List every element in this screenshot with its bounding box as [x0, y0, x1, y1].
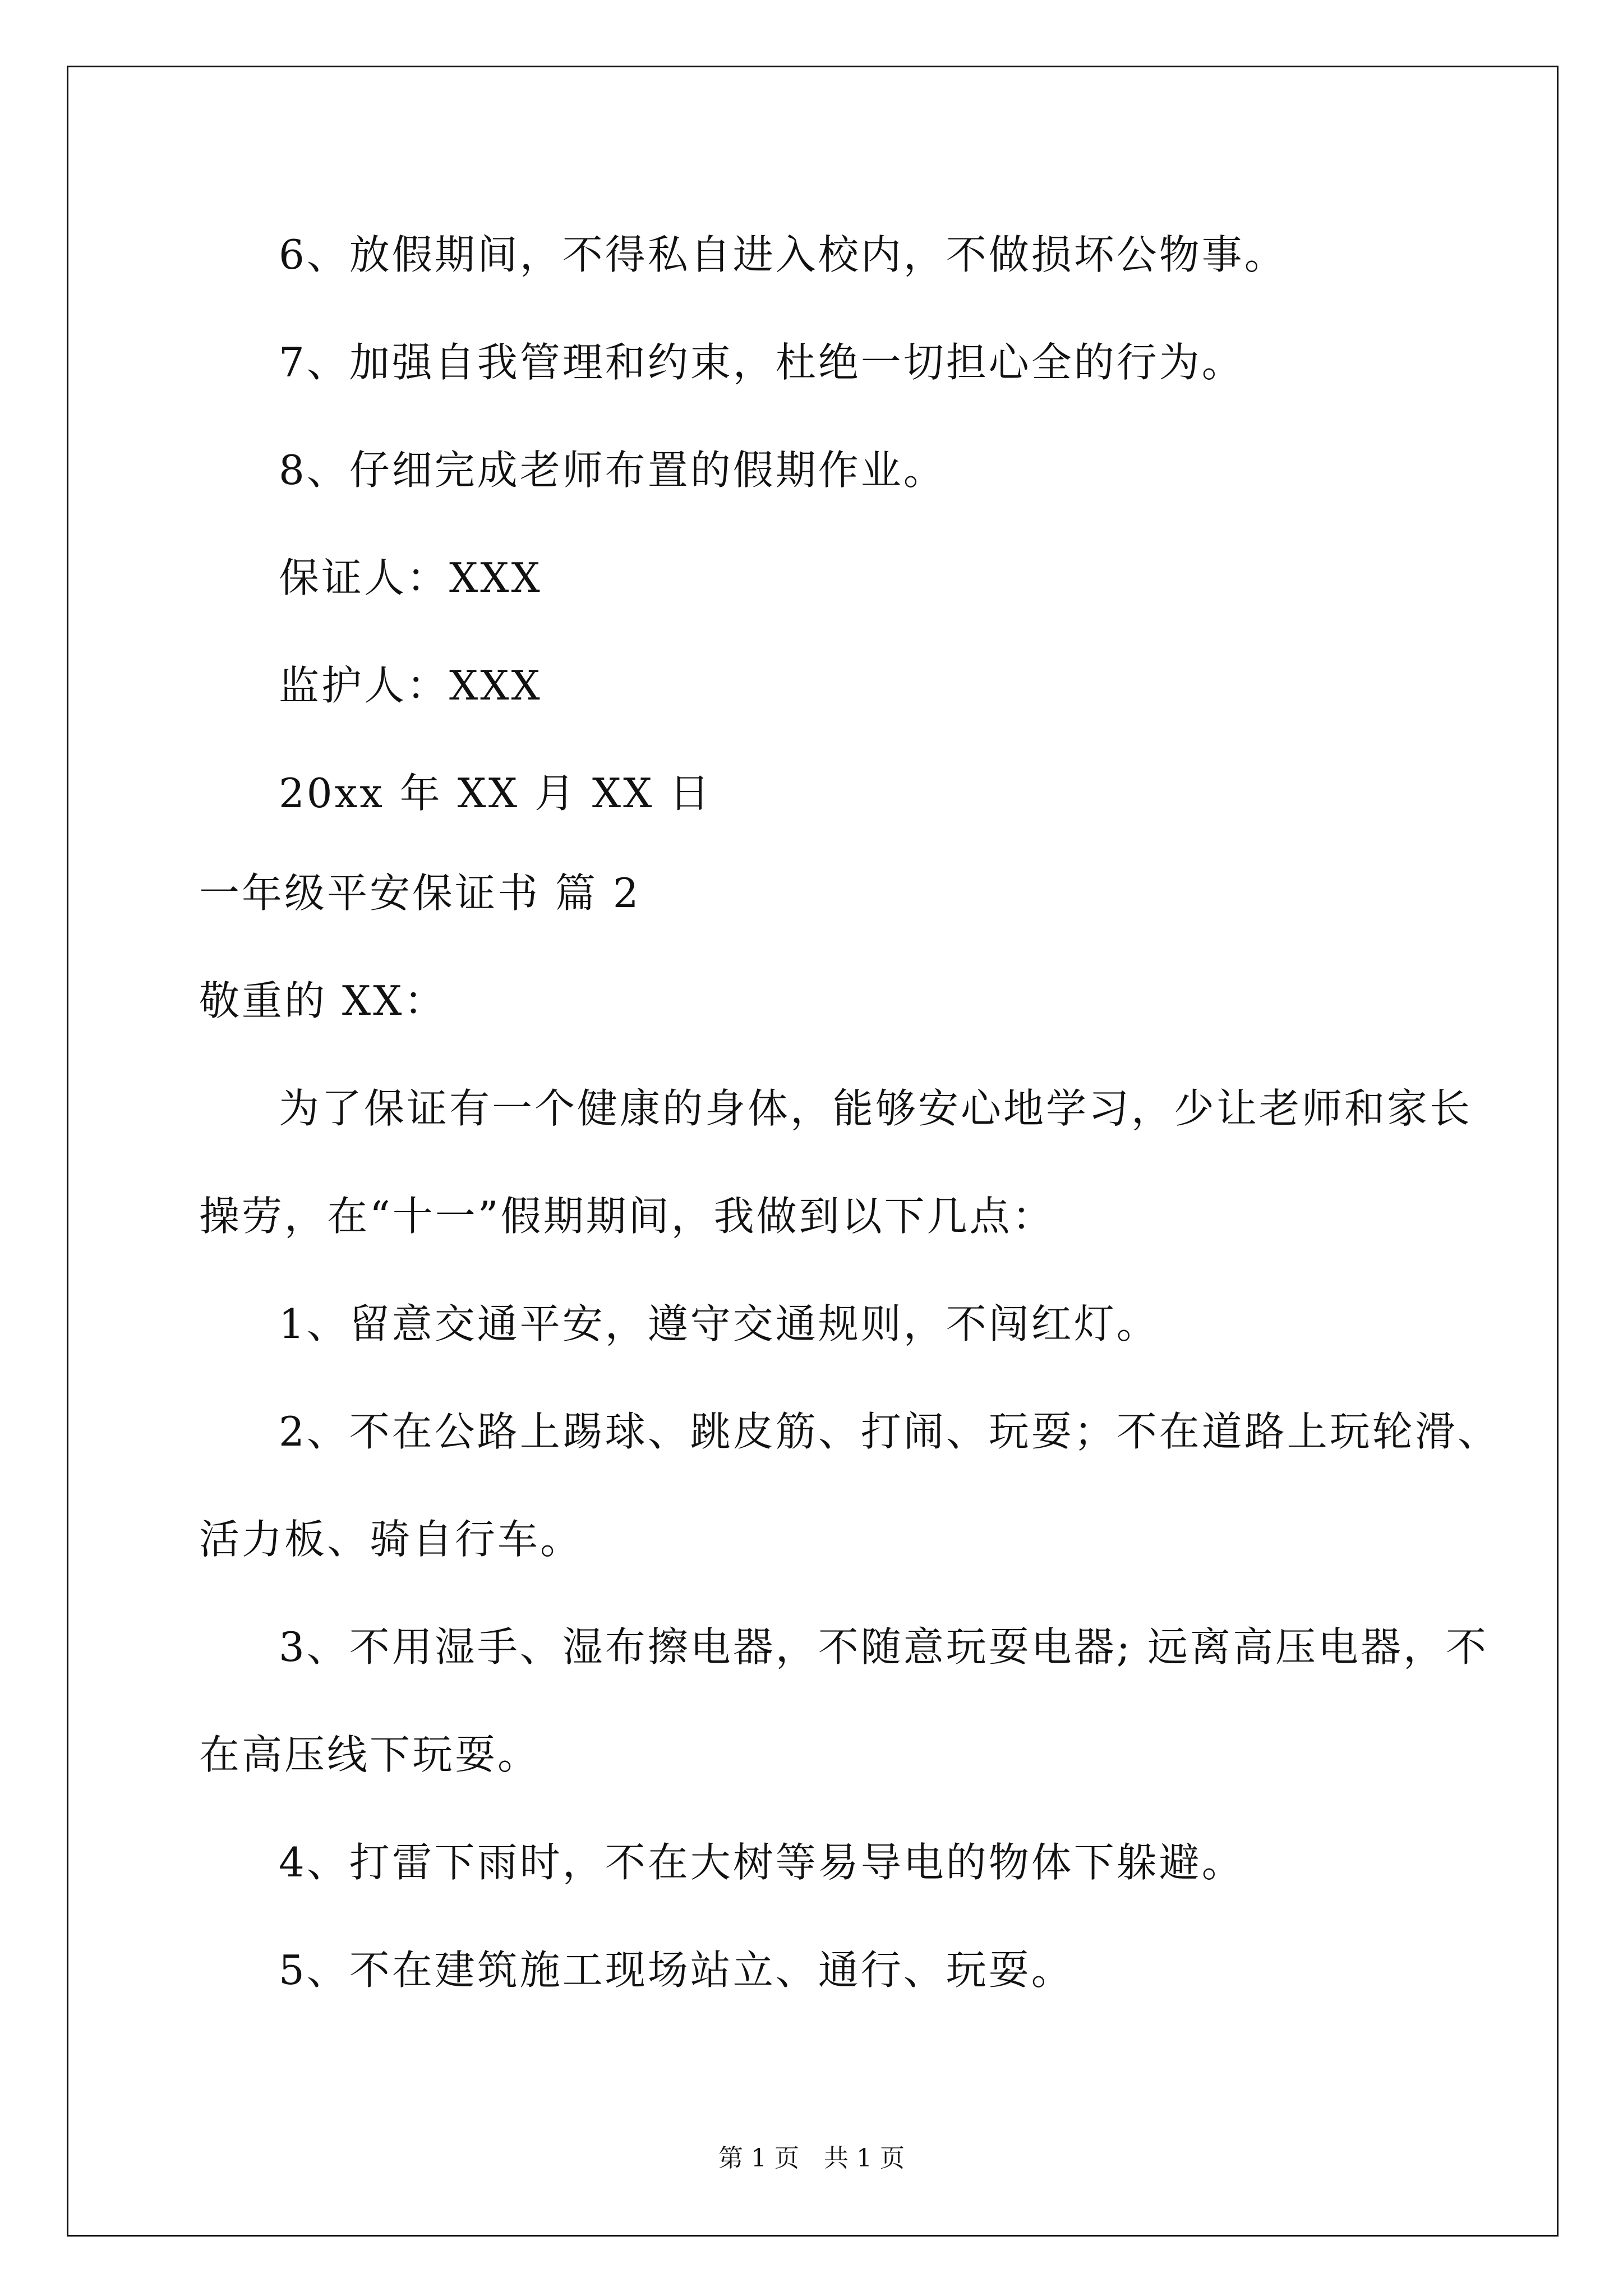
- page-border: [67, 66, 1559, 2237]
- rule-4: 4、打雷下雨时，不在大树等易导电的物体下躲避。: [279, 1839, 1244, 1886]
- rule-2-line-2: 活力板、骑自行车。: [199, 1516, 583, 1563]
- rule-2-line-1: 2、不在公路上踢球、跳皮筋、打闹、玩耍；不在道路上玩轮滑、: [279, 1408, 1500, 1455]
- total-page-count: 共 1 页: [824, 2144, 905, 2173]
- intro-line-2: 操劳，在“十一”假期期间，我做到以下几点：: [199, 1193, 1055, 1240]
- item-6: 6、放假期间，不得私自进入校内，不做损坏公物事。: [279, 231, 1287, 278]
- current-page-number: 第 1 页: [718, 2144, 799, 2173]
- guarantor-line: 保证人：XXX: [279, 554, 542, 601]
- rule-1: 1、留意交通平安，遵守交通规则，不闯红灯。: [279, 1300, 1159, 1347]
- intro-line-1: 为了保证有一个健康的身体，能够安心地学习，少让老师和家长: [279, 1085, 1473, 1132]
- rule-5: 5、不在建筑施工现场站立、通行、玩耍。: [279, 1947, 1074, 1994]
- section-heading: 一年级平安保证书 篇 2: [199, 869, 641, 917]
- guardian-line: 监护人：XXX: [279, 662, 542, 709]
- salutation: 敬重的 XX：: [199, 977, 447, 1024]
- date-line: 20xx 年 XX 月 XX 日: [279, 770, 712, 817]
- rule-3-line-1: 3、不用湿手、湿布擦电器，不随意玩耍电器; 远离高压电器，不: [279, 1623, 1488, 1671]
- item-7: 7、加强自我管理和约束，杜绝一切担心全的行为。: [279, 339, 1244, 386]
- item-8: 8、仔细完成老师布置的假期作业。: [279, 447, 946, 494]
- page-footer: [0, 2143, 1623, 2174]
- rule-3-line-2: 在高压线下玩耍。: [199, 1731, 541, 1778]
